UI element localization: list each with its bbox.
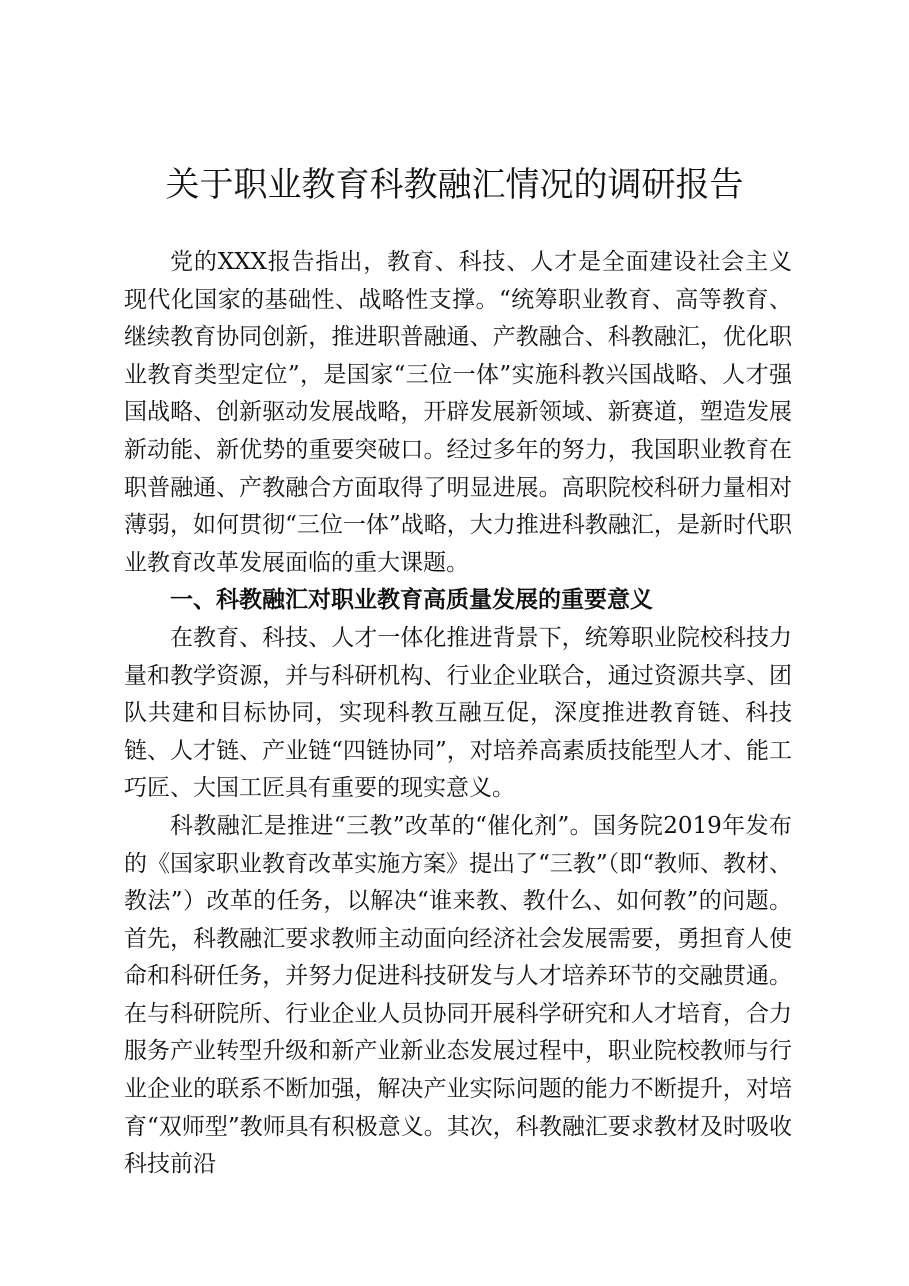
body-paragraph: 科教融汇是推进“三教”改革的“催化剂”。国务院2019年发布的《国家职业教育改革实施方案》提出了“三教”（即“教师、教材、教法”）改革的任务，以解决“谁来教、教什么、如何教”的问题。首先，科教融汇要求教师主动面向经济社会发展需要，勇担育人使命和科研任务，并努力促进科技研发与人才培养环节的交融贯通。在与科研院所、行业企业人员协同开展科学研究和人才培育，合力服务产业转型升级和新产业新业态发展过程中，职业院校教师与行业企业的联系不断加强，解决产业实际问题的能力不断提升，对培育“双师型”教师具有积极意义。其次，科教融汇要求教材及时吸收科技前沿 bbox=[124, 812, 792, 1178]
document-body bbox=[124, 244, 792, 1184]
section-heading: 一、科教融汇对职业教育高质量发展的重要意义 bbox=[170, 587, 653, 614]
document-title: 关于职业教育科教融汇情况的调研报告 bbox=[165, 165, 744, 205]
body-paragraph: 在教育、科技、人才一体化推进背景下，统筹职业院校科技力量和教学资源，并与科研机构、行业企业联合，通过资源共享、团队共建和目标协同，实现科教互融互促，深度推进教育链、科技链、人才链、产业链“四链协同”，对培养高素质技能型人才、能工巧匠、大国工匠具有重要的现实意义。 bbox=[124, 624, 792, 802]
intro-paragraph: 党的XXX报告指出，教育、科技、人才是全面建设社会主义现代化国家的基础性、战略性支撑。“统筹职业教育、高等教育、继续教育协同创新，推进职普融通、产教融合、科教融汇，优化职业教育类型定位”，是国家“三位一体”实施科教兴国战略、人才强国战略、创新驱动发展战略，开辟发展新领域、新赛道，塑造发展新动能、新优势的重要突破口。经过多年的努力，我国职业教育在职普融通、产教融合方面取得了明显进展。高职院校科研力量相对薄弱，如何贯彻“三位一体”战略，大力推进科教融汇，是新时代职业教育改革发展面临的重大课题。 bbox=[124, 249, 792, 576]
